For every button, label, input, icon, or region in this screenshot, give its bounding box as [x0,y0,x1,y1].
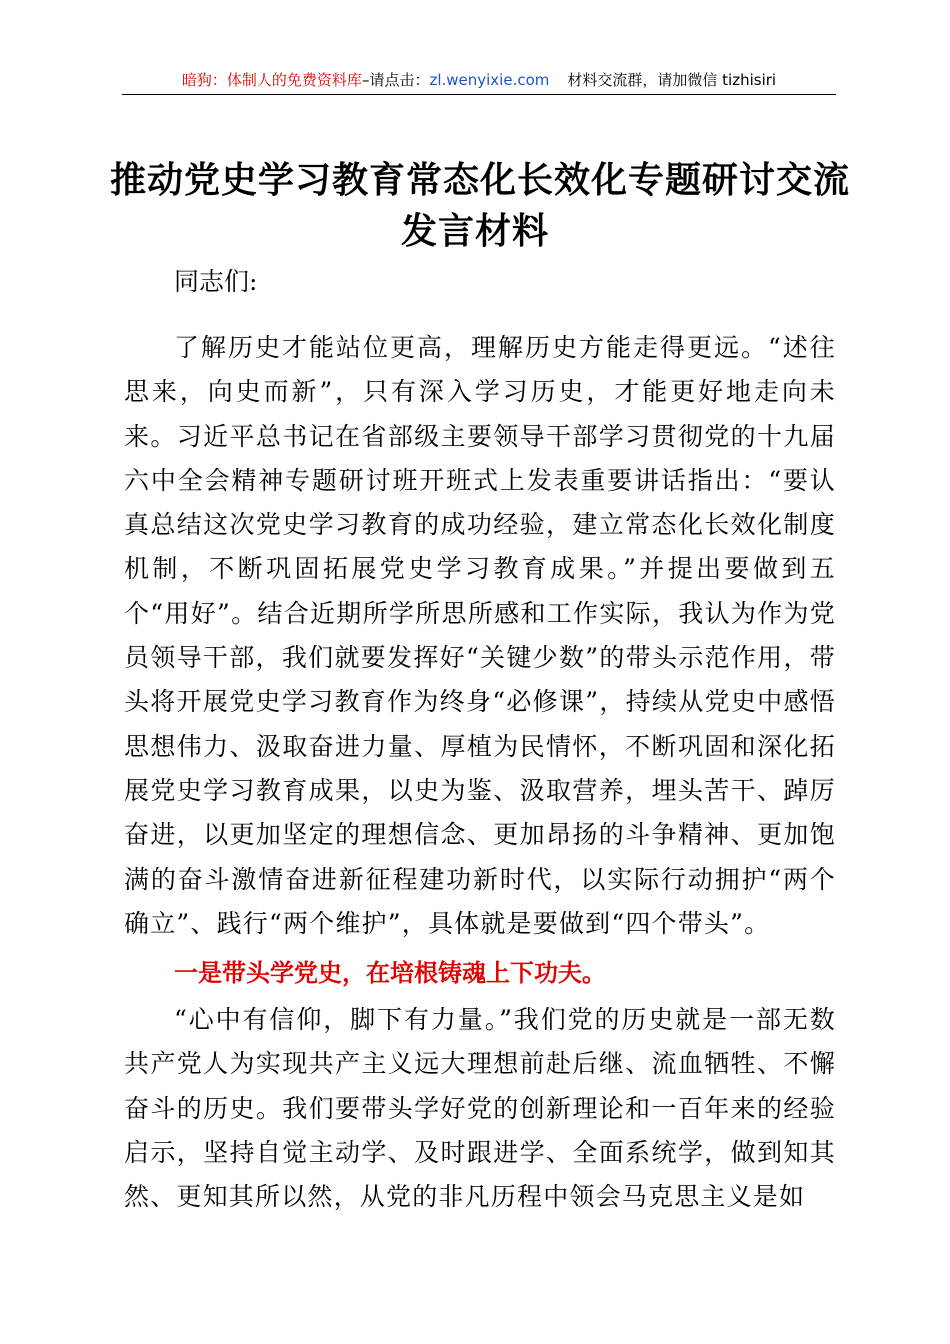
section-heading-1: 一是带头学党史，在培根铸魂上下功夫。 [174,959,606,987]
header-prompt: –请点击： [361,71,430,89]
header-brand: 暗狗：体制人的免费资料库 [181,71,362,89]
document-title-line-1: 推动党史学习教育常态化长效化专题研讨交流 [110,159,851,201]
document-title-line-2: 发言材料 [400,210,549,252]
header-contact: 材料交流群，请加微信 tizhisiri [567,71,777,89]
body-paragraph-1: 了解历史才能站位更高，理解历史方能走得更远。“述往思来，向史而新”，只有深入学习历史，才能更好地走向未来。习近平总书记在省部级主要领导干部学习贯彻党的十九届六中全会精神专题研讨班开班式上发表重要讲话指出：“要认真总结这次党史学习教育的成功经验，建立常态化长效化制度机制，不断巩固拓展党史学习教育成果。”并提出要做到五个“用好”。结合近期所学所思所感和工作实际，我认为作为党员领导干部，我们就要发挥好“关键少数”的带头示范作用，带头将开展党史学习教育作为终身“必修课”，持续从党史中感悟思想伟力、汲取奋进力量、厚植为民情怀，不断巩固和深化拓展党史学习教育成果，以史为鉴、汲取营养，埋头苦干、踔厉奋进，以更加坚定的理想信念、更加昂扬的斗争精神、更加饱满的奋斗激情奋进新征程建功新时代，以实际行动拥护“两个确立”、践行“两个维护”，具体就是要做到“四个带头”。 [124,333,836,938]
page-header [122,66,836,95]
header-link[interactable]: zl.wenyixie.com [429,71,550,89]
body-paragraph-2: “心中有信仰，脚下有力量。”我们党的历史就是一部无数共产党人为实现共产主义远大理想前赴后继、流血牺牲、不懈奋斗的历史。我们要带头学好党的创新理论和一百年来的经验启示，坚持自觉主动学、及时跟进学、全面系统学，做到知其然、更知其所以然，从党的非凡历程中领会马克思主义是如 [124,1005,836,1212]
salutation: 同志们: [174,267,258,296]
